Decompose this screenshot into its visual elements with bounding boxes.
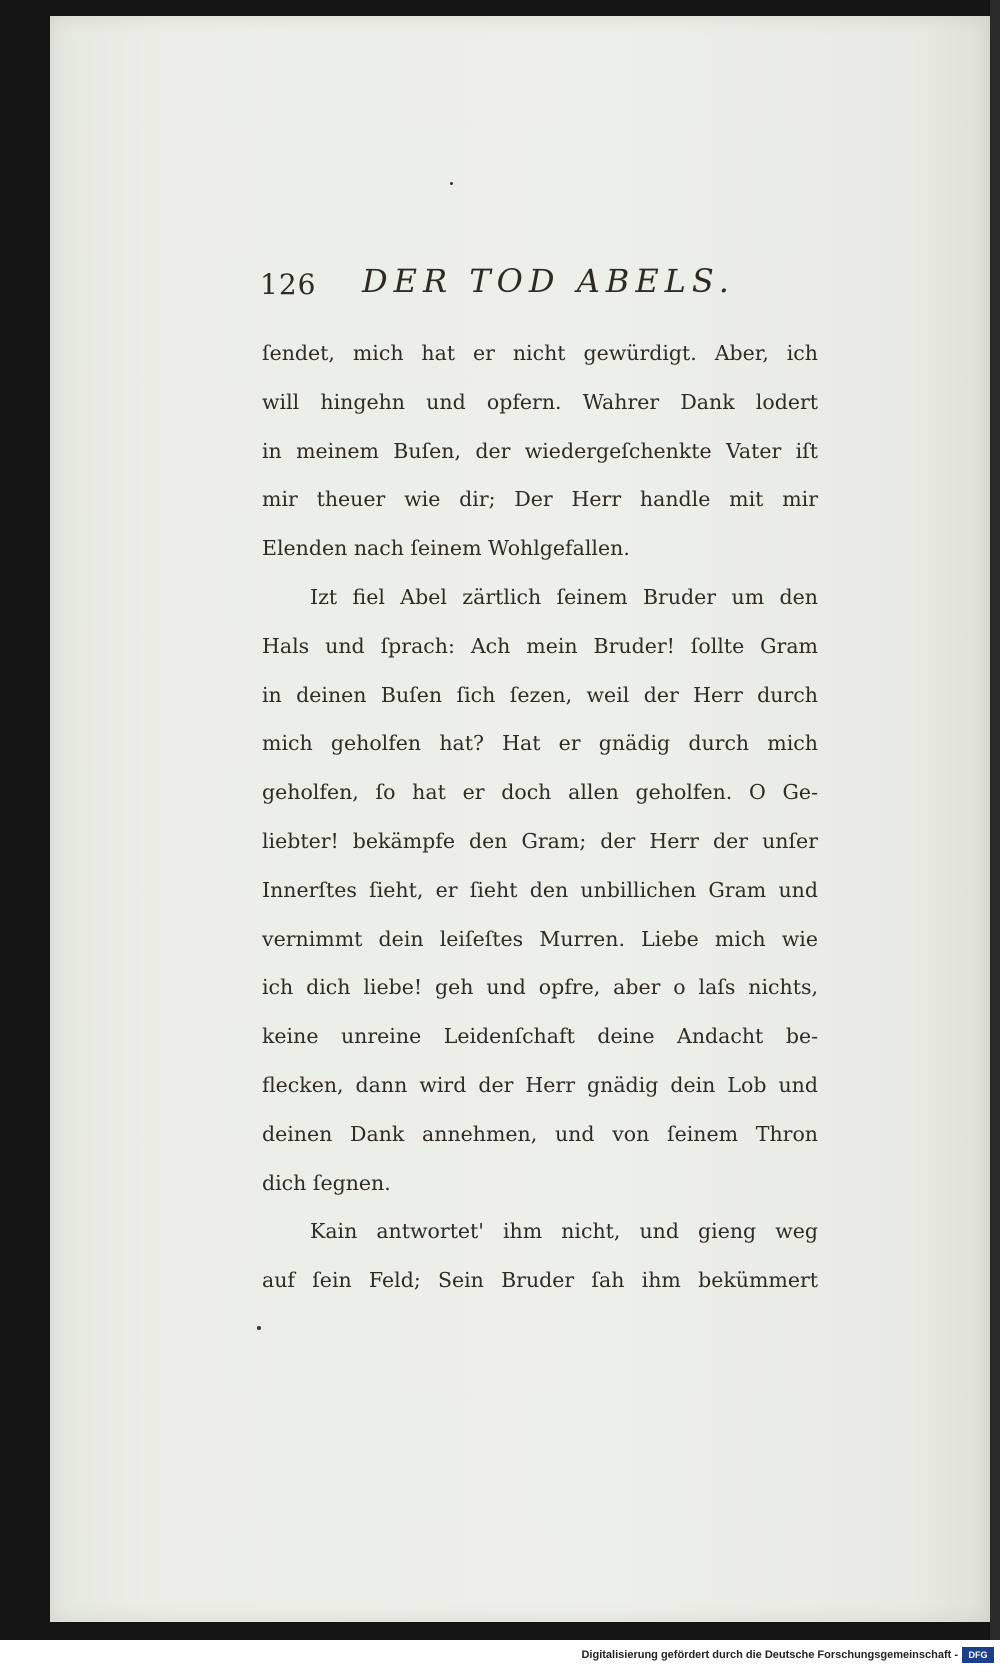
footer-bar <box>0 1640 1000 1672</box>
text-line: mich geholfen hat? Hat er gnädig durch mich <box>262 731 818 756</box>
running-title: DER TOD ABELS. <box>362 262 735 300</box>
text-line: flecken, dann wird der Herr gnädig dein Lob und <box>262 1072 818 1097</box>
text-line: Kain antwortet' ihm nicht, und gieng weg <box>310 1219 818 1244</box>
text-line: Hals und ſprach: Ach mein Bruder! ſollte Gram <box>262 633 818 658</box>
funding-credit: Digitalisierung gefördert durch die Deutsche Forschungsgemeinschaft - <box>581 1649 958 1661</box>
scan-edge <box>990 0 1000 1640</box>
text-line: liebter! bekämpfe den Gram; der Herr der unſer <box>262 828 818 853</box>
text-line: Innerſtes ſieht, er ſieht den unbillichen Gram und <box>262 877 818 902</box>
ink-speck <box>450 182 453 185</box>
text-line: will hingehn und opfern. Wahrer Dank lodert <box>262 389 818 414</box>
page-number: 126 <box>260 268 317 301</box>
text-line: in meinem Buſen, der wiedergeſchenkte Vater iſt <box>262 438 818 463</box>
text-line: mir theuer wie dir; Der Herr handle mit mir <box>262 487 818 512</box>
text-line: auf ſein Feld; Sein Bruder ſah ihm bekümmert <box>262 1268 818 1293</box>
text-line: geholfen, ſo hat er doch allen geholfen. O Ge- <box>262 780 818 805</box>
ink-speck <box>257 1326 261 1330</box>
text-line: in deinen Buſen ſich ſezen, weil der Herr durch <box>262 682 818 707</box>
dfg-logo-icon: DFG <box>962 1647 994 1663</box>
text-line: dich ſegnen. <box>262 1170 391 1195</box>
text-line: ſendet, mich hat er nicht gewürdigt. Aber, ich <box>262 341 818 365</box>
page-header <box>260 262 735 312</box>
text-line: Izt fiel Abel zärtlich ſeinem Bruder um den <box>310 584 818 609</box>
text-line: vernimmt dein leiſeſtes Murren. Liebe mich wie <box>262 926 818 951</box>
text-line: deinen Dank annehmen, und von ſeinem Thron <box>262 1121 818 1146</box>
text-line: Elenden nach ſeinem Wohlgefallen. <box>262 536 630 561</box>
text-line: ich dich liebe! geh und opfre, aber o laſs nichts, <box>262 975 818 1000</box>
body-text <box>262 329 818 1305</box>
text-line: keine unreine Leidenſchaft deine Andacht be- <box>262 1024 818 1049</box>
